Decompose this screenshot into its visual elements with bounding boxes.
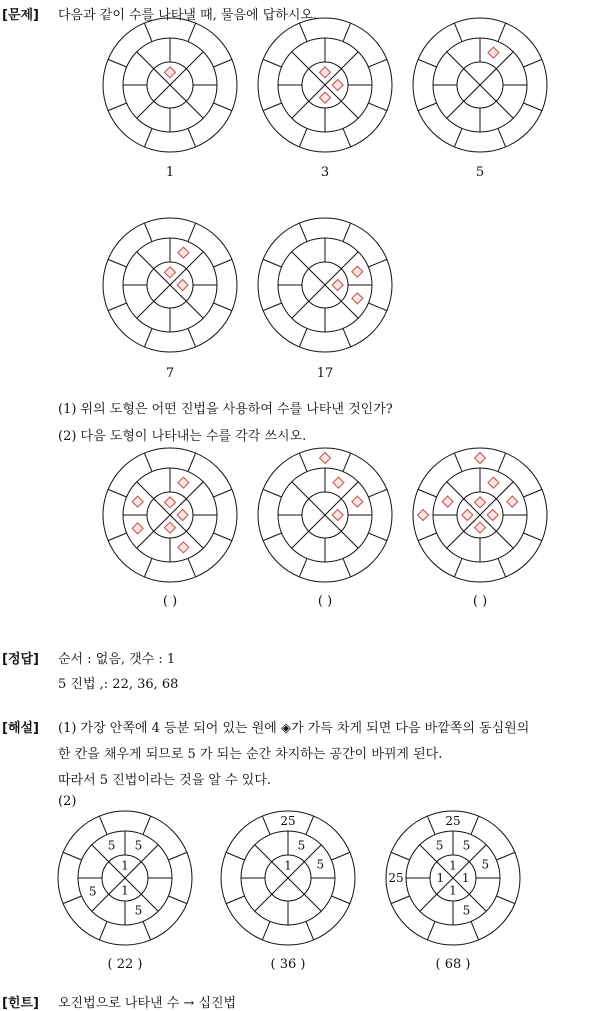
hint-text: 오진법으로 나타낸 수 → 십진법 [58, 996, 237, 1011]
place-value-label: 1 [449, 883, 457, 898]
solution-caption-68: ( 68 ) [435, 957, 471, 972]
place-value-label: 5 [316, 857, 325, 872]
place-value-label: 1 [461, 871, 470, 885]
ring-divider [469, 894, 486, 911]
place-value-label: 5 [462, 838, 471, 853]
answer-blank-b: ( ) [317, 594, 333, 609]
question-1: (1) 위의 도형은 어떤 진법을 사용하여 수를 나타낸 것인가? [58, 402, 393, 417]
place-value-label: 5 [435, 838, 444, 853]
explanation-line-1: (1) 가장 안쪽에 4 등분 되어 있는 원에 ◈가 가득 차게 되면 다음 바깥쪽의 동심원의 [58, 721, 530, 736]
place-value-label: 5 [107, 838, 116, 853]
hint-tag: [힌트] [2, 996, 39, 1011]
place-value-label: 25 [280, 814, 296, 828]
explanation-line-3: 따라서 5 진법이라는 것을 알 수 있다. [58, 773, 272, 788]
example-label-5: 5 [475, 165, 485, 180]
question-2: (2) 다음 도형이 나타내는 수를 각각 쓰시오. [58, 429, 307, 444]
place-value-label: 25 [388, 871, 404, 885]
explanation-line-2: 한 칸을 채우게 되므로 5 가 되는 순간 차지하는 공간이 바뀌게 된다. [58, 747, 443, 762]
outer-divider [471, 816, 479, 834]
answer-blank-a: ( ) [162, 594, 178, 609]
problem-intro: 다음과 같이 수를 나타낼 때, 물음에 답하시오. [58, 8, 318, 23]
explanation-tag: [해설] [2, 721, 39, 736]
example-label-17: 17 [316, 366, 334, 381]
place-value-label: 5 [88, 884, 97, 899]
place-value-label: 5 [134, 903, 143, 918]
answer-tag: [정답] [2, 652, 39, 667]
outer-divider [471, 921, 479, 939]
example-label-1: 1 [165, 165, 175, 180]
outer-divider [427, 816, 435, 834]
outer-divider [496, 852, 514, 860]
solution-caption-36: ( 36 ) [270, 957, 306, 972]
place-value-label: 5 [297, 838, 306, 853]
place-value-label: 1 [436, 871, 445, 885]
place-value-label: 5 [481, 857, 490, 872]
answer-line-1: 순서 : 없음, 갯수 : 1 [58, 652, 176, 667]
ring-divider [420, 894, 437, 911]
outer-divider [391, 896, 409, 904]
ring-divider [420, 845, 437, 862]
answer-blank-c: ( ) [472, 594, 488, 609]
example-label-3: 3 [320, 165, 330, 180]
place-value-label: 1 [121, 858, 129, 873]
problem-tag: [문제] [2, 8, 39, 23]
place-value-label: 1 [121, 883, 129, 898]
answer-line-2: 5 진법 ,: 22, 36, 68 [58, 677, 179, 692]
place-value-label: 25 [445, 814, 461, 828]
place-value-label: 1 [284, 858, 292, 873]
solution-caption-22: ( 22 ) [107, 957, 143, 972]
outer-divider [427, 921, 435, 939]
place-value-label: 5 [462, 903, 471, 918]
example-label-7: 7 [165, 366, 175, 381]
outer-divider [391, 852, 409, 860]
place-value-label: 5 [134, 838, 143, 853]
outer-divider [496, 896, 514, 904]
explanation-line-4: (2) [58, 794, 77, 809]
place-value-label: 1 [449, 858, 457, 873]
